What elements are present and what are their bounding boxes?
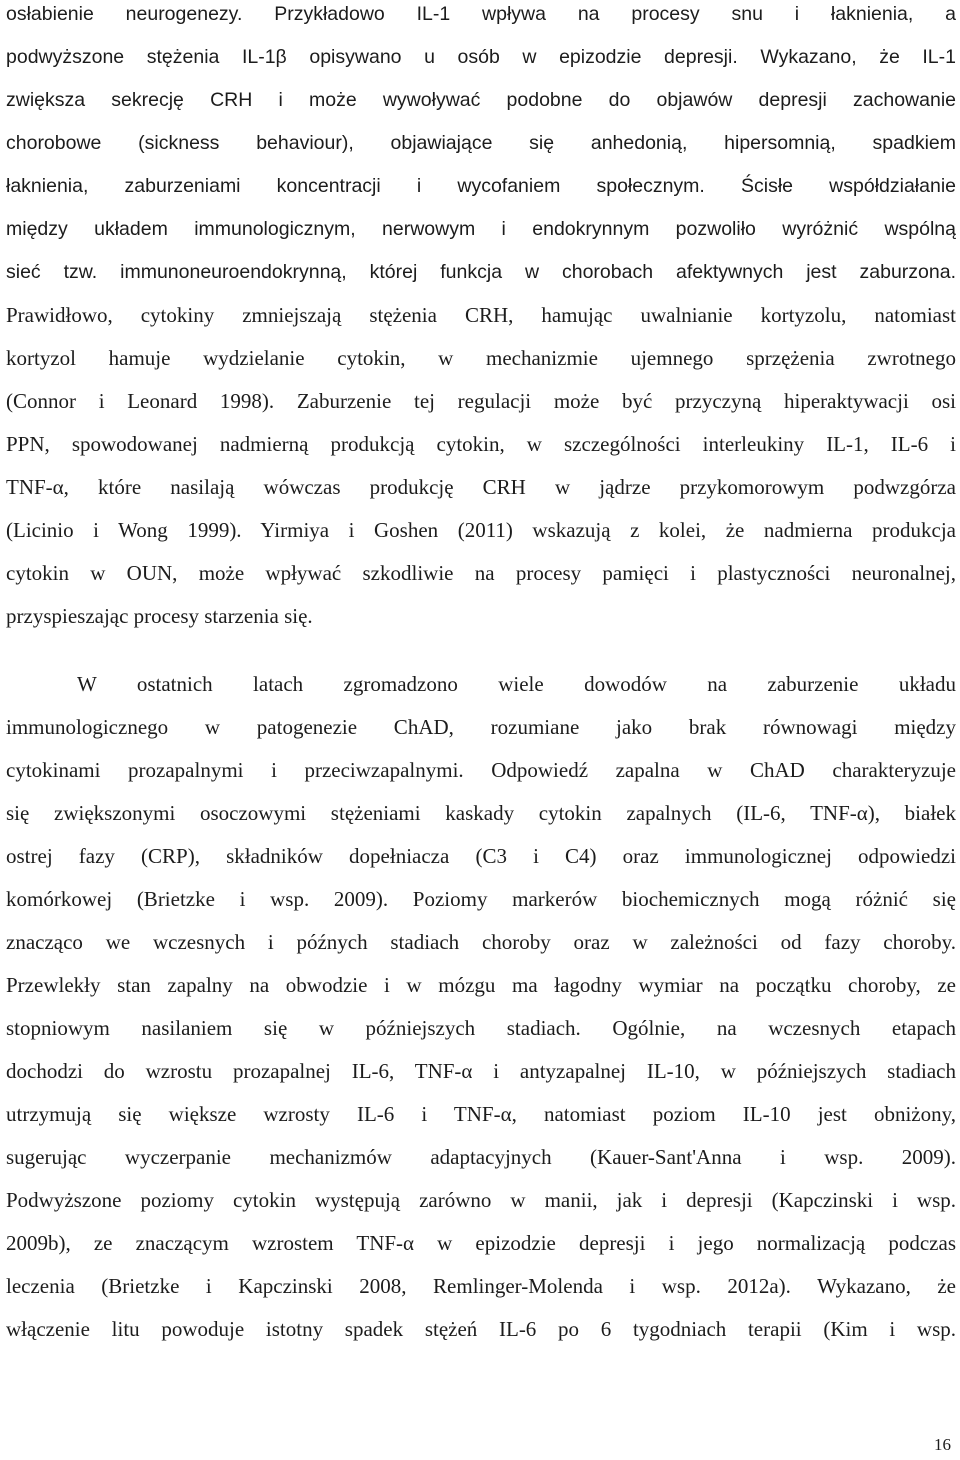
text-line: W ostatnich latach zgromadzono wiele dowodów na zaburzenie układu [77, 672, 956, 696]
text-line: stopniowym nasilaniem się w późniejszych stadiach. Ogólnie, na wczesnych etapach [6, 1016, 956, 1040]
text-line: między układem immunologicznym, nerwowym i endokrynnym pozwoliło wyróżnić wspólną [6, 218, 956, 240]
text-line: sugerując wyczerpanie mechanizmów adaptacyjnych (Kauer-Sant'Anna i wsp. 2009). [6, 1145, 956, 1169]
text-line: Prawidłowo, cytokiny zmniejszają stężenia CRH, hamując uwalnianie kortyzolu, natomiast [6, 303, 956, 327]
text-line: kortyzol hamuje wydzielanie cytokin, w mechanizmie ujemnego sprzężenia zwrotnego [6, 346, 956, 370]
text-line: immunologicznego w patogenezie ChAD, rozumiane jako brak równowagi między [6, 715, 956, 739]
text-line: 2009b), ze znaczącym wzrostem TNF-α w epizodzie depresji i jego normalizacją podczas [6, 1231, 956, 1255]
text-line: (Licinio i Wong 1999). Yirmiya i Goshen (2011) wskazują z kolei, że nadmierna produkcja [6, 518, 956, 542]
text-line: Przewlekły stan zapalny na obwodzie i w mózgu ma łagodny wymiar na początku choroby, ze [6, 973, 956, 997]
text-line: podwyższone stężenia IL-1β opisywano u osób w epizodzie depresji. Wykazano, że IL-1 [6, 46, 956, 68]
text-line: TNF-α, które nasilają wówczas produkcję CRH w jądrze przykomorowym podwzgórza [6, 475, 956, 499]
text-line: PPN, spowodowanej nadmierną produkcją cytokin, w szczególności interleukiny IL-1, IL-6 i [6, 432, 956, 456]
text-line: (Connor i Leonard 1998). Zaburzenie tej regulacji może być przyczyną hiperaktywacji osi [6, 389, 956, 413]
page-number: 16 [934, 1435, 951, 1454]
text-line: cytokinami prozapalnymi i przeciwzapalnymi. Odpowiedź zapalna w ChAD charakteryzuje [6, 758, 956, 782]
text-line: przyspieszając procesy starzenia się. [6, 604, 313, 628]
text-line: ostrej fazy (CRP), składników dopełniacza (C3 i C4) oraz immunologicznej odpowiedzi [6, 844, 956, 868]
text-line: leczenia (Brietzke i Kapczinski 2008, Remlinger-Molenda i wsp. 2012a). Wykazano, że [6, 1274, 956, 1298]
text-line: osłabienie neurogenezy. Przykładowo IL-1 wpływa na procesy snu i łaknienia, a [6, 3, 956, 25]
text-line: cytokin w OUN, może wpływać szkodliwie na procesy pamięci i plastyczności neuronalnej, [6, 561, 956, 585]
text-line: chorobowe (sickness behaviour), objawiające się anhedonią, hipersomnią, spadkiem [6, 132, 956, 154]
text-line: utrzymują się większe wzrosty IL-6 i TNF-α, natomiast poziom IL-10 jest obniżony, [6, 1102, 956, 1126]
text-line: sieć tzw. immunoneuroendokrynną, której funkcja w chorobach afektywnych jest zaburzona. [6, 261, 956, 283]
text-line: się zwiększonymi osoczowymi stężeniami kaskady cytokin zapalnych (IL-6, TNF-α), białek [6, 801, 956, 825]
text-line: znacząco we wczesnych i późnych stadiach choroby oraz w zależności od fazy choroby. [6, 930, 956, 954]
text-line: komórkowej (Brietzke i wsp. 2009). Poziomy markerów biochemicznych mogą różnić się [6, 887, 956, 911]
text-line: zwiększa sekrecję CRH i może wywoływać podobne do objawów depresji zachowanie [6, 89, 956, 111]
text-line: włączenie litu powoduje istotny spadek stężeń IL-6 po 6 tygodniach terapii (Kim i wsp. [6, 1317, 956, 1341]
text-line: dochodzi do wzrostu prozapalnej IL-6, TNF-α i antyzapalnej IL-10, w późniejszych stadiach [6, 1059, 956, 1083]
text-line: łaknienia, zaburzeniami koncentracji i wycofaniem społecznym. Ścisłe współdziałanie [6, 175, 956, 197]
text-line: Podwyższone poziomy cytokin występują zarówno w manii, jak i depresji (Kapczinski i wsp. [6, 1188, 956, 1212]
